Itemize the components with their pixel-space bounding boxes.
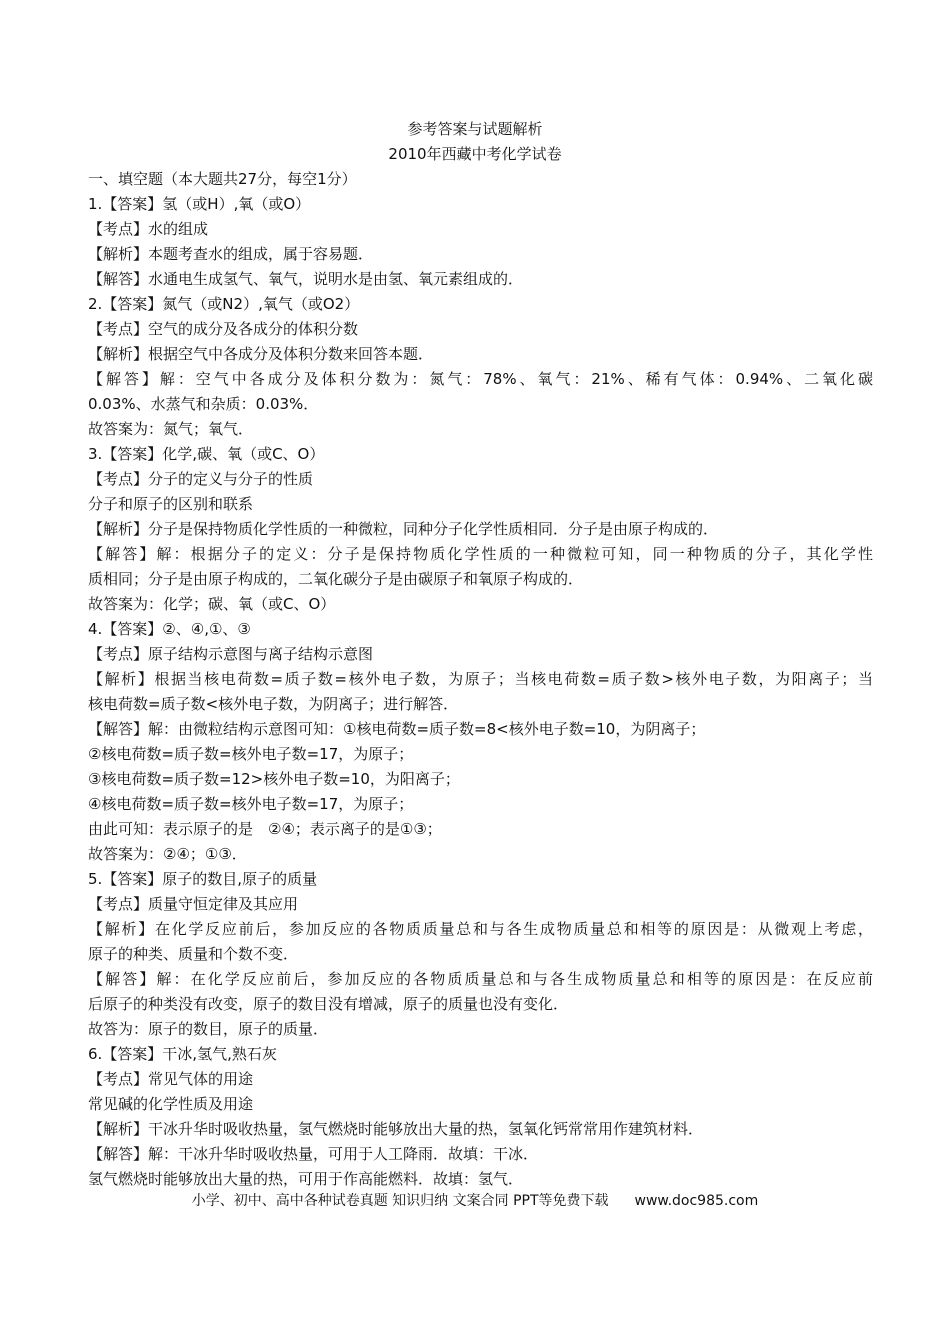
footer-text: 小学、初中、高中各种试卷真题 知识归纳 文案合同 PPT等免费下载 — [191, 1193, 609, 1209]
text-line: 【考点】空气的成分及各成分的体积分数 — [88, 320, 359, 338]
text-line: 故答案为：化学；碳、氧（或C、O） — [88, 595, 336, 613]
text-line: 【解析】在化学反应前后，参加反应的各物质质量总和与各生成物质量总和相等的原因是：从微观上考虑， — [88, 920, 873, 938]
text-line: 【考点】质量守恒定律及其应用 — [88, 895, 299, 913]
text-line: 0.03%、水蒸气和杂质：0.03%． — [88, 395, 319, 413]
text-line: 6.【答案】干冰,氢气,熟石灰 — [88, 1045, 277, 1063]
text-line: 【解析】分子是保持物质化学性质的一种微粒，同种分子化学性质相同．分子是由原子构成的． — [88, 520, 719, 538]
text-line: 氢气燃烧时能够放出大量的热，可用于作高能燃料．故填：氢气． — [88, 1170, 524, 1188]
text-line: 分子和原子的区别和联系 — [88, 495, 254, 513]
text-line: 常见碱的化学性质及用途 — [88, 1095, 254, 1113]
text-line: 【解答】解：在化学反应前后，参加反应的各物质质量总和与各生成物质量总和相等的原因是：在反应前 — [88, 970, 873, 988]
text-line: 故答案为：氮气；氧气． — [88, 420, 254, 438]
text-line: 5.【答案】原子的数目,原子的质量 — [88, 870, 318, 888]
text-line: ③核电荷数=质子数=12>核外电子数=10，为阳离子； — [88, 770, 460, 788]
text-line: 【考点】原子结构示意图与离子结构示意图 — [88, 645, 374, 663]
answer-body — [88, 167, 873, 1192]
text-line: 【考点】水的组成 — [88, 220, 209, 238]
text-line: 【解析】根据当核电荷数=质子数=核外电子数，为原子；当核电荷数=质子数>核外电子数，为阳离子；当 — [88, 670, 873, 688]
section-heading: 一、填空题（本大题共27分，每空1分） — [88, 170, 357, 188]
text-line: 【解答】解：由微粒结构示意图可知：①核电荷数=质子数=8<核外电子数=10，为阴离子； — [88, 720, 706, 738]
exam-title: 2010年西藏中考化学试卷 — [388, 145, 562, 163]
text-line: 3.【答案】化学,碳、氧（或C、O） — [88, 445, 325, 463]
text-line: ④核电荷数=质子数=核外电子数=17，为原子； — [88, 795, 414, 813]
text-line: 【解答】解：空气中各成分及体积分数为：氮气：78%、氧气：21%、稀有气体：0.94%、二氧化碳 — [88, 370, 873, 388]
page-footer — [0, 1191, 950, 1211]
text-line: 【解答】解：干冰升华时吸收热量，可用于人工降雨．故填：干冰． — [88, 1145, 539, 1163]
text-line: 【解析】本题考查水的组成，属于容易题． — [88, 245, 374, 263]
text-line: 2.【答案】氮气（或N2）,氧气（或O2） — [88, 295, 360, 313]
text-line: 【解析】根据空气中各成分及体积分数来回答本题． — [88, 345, 434, 363]
text-line: 【解答】水通电生成氢气、氧气，说明水是由氢、氧元素组成的． — [88, 270, 524, 288]
text-line: 由此可知：表示原子的是 ②④；表示离子的是①③； — [88, 820, 442, 838]
text-line: 【解答】解：根据分子的定义：分子是保持物质化学性质的一种微粒可知，同一种物质的分子，其化学性 — [88, 545, 873, 563]
text-line: 【解析】干冰升华时吸收热量，氢气燃烧时能够放出大量的热，氢氧化钙常常用作建筑材料． — [88, 1120, 704, 1138]
footer-site-link[interactable]: www.doc985.com — [634, 1193, 759, 1209]
text-line: 核电荷数=质子数<核外电子数，为阴离子；进行解答． — [88, 695, 459, 713]
text-line: 质相同；分子是由原子构成的，二氧化碳分子是由碳原子和氧原子构成的． — [88, 570, 584, 588]
document-title: 参考答案与试题解析 — [407, 120, 543, 138]
text-line: ②核电荷数=质子数=核外电子数=17，为原子； — [88, 745, 414, 763]
text-line: 后原子的种类没有改变，原子的数目没有增减，原子的质量也没有变化． — [88, 995, 569, 1013]
text-line: 4.【答案】②、④,①、③ — [88, 620, 251, 638]
text-line: 故答为：原子的数目，原子的质量． — [88, 1020, 329, 1038]
text-line: 1.【答案】氢（或H）,氧（或O） — [88, 195, 311, 213]
text-line: 故答案为：②④；①③． — [88, 845, 247, 863]
text-line: 【考点】常见气体的用途 — [88, 1070, 254, 1088]
text-line: 原子的种类、质量和个数不变． — [88, 945, 299, 963]
text-line: 【考点】分子的定义与分子的性质 — [88, 470, 314, 488]
